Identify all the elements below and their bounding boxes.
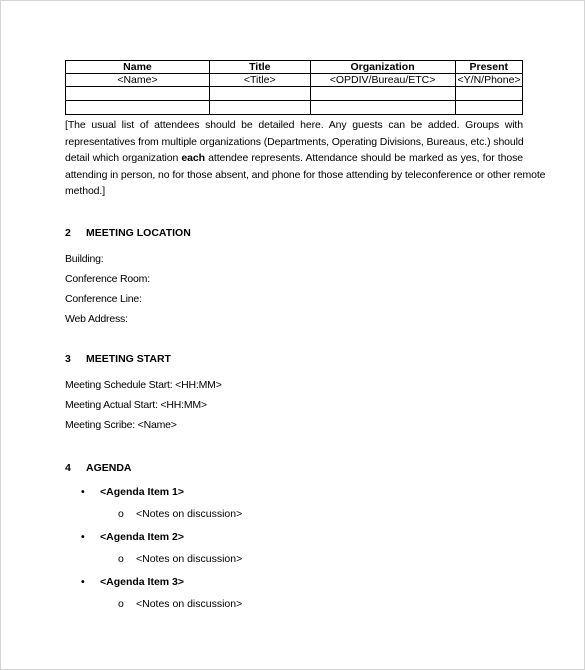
column-header-organization: Organization bbox=[310, 61, 455, 74]
section-title: MEETING START bbox=[86, 353, 171, 365]
cell-title-placeholder: <Title> bbox=[209, 74, 310, 87]
instruction-line: attending in person, no for those absent, and phone for those attending by teleconference or other remote bbox=[65, 168, 546, 181]
conference-line-field: Conference Line: bbox=[65, 293, 142, 305]
empty-cell bbox=[66, 101, 210, 115]
section-title: AGENDA bbox=[86, 462, 132, 474]
empty-cell bbox=[209, 87, 310, 101]
circle-bullet-icon: o bbox=[118, 508, 124, 520]
bullet-icon: • bbox=[81, 531, 85, 543]
agenda-note-text: <Notes on discussion> bbox=[136, 508, 243, 520]
schedule-start-field: Meeting Schedule Start: <HH:MM> bbox=[65, 379, 222, 391]
agenda-note bbox=[65, 597, 523, 611]
empty-cell bbox=[310, 87, 455, 101]
agenda-note-text: <Notes on discussion> bbox=[136, 553, 243, 565]
section-heading bbox=[65, 226, 523, 240]
attendees-instructions bbox=[65, 117, 546, 200]
empty-cell bbox=[310, 101, 455, 115]
building-field: Building: bbox=[65, 253, 104, 265]
agenda-item-label: <Agenda Item 3> bbox=[100, 576, 185, 588]
section-number: 2 bbox=[65, 227, 71, 239]
section-heading bbox=[65, 461, 523, 475]
bullet-icon: • bbox=[81, 576, 85, 588]
empty-cell bbox=[209, 101, 310, 115]
agenda-item-label: <Agenda Item 1> bbox=[100, 486, 185, 498]
circle-bullet-icon: o bbox=[118, 553, 124, 565]
agenda-note-text: <Notes on discussion> bbox=[136, 598, 243, 610]
empty-cell bbox=[455, 101, 522, 115]
instruction-line bbox=[65, 150, 523, 167]
agenda-item bbox=[65, 575, 523, 589]
section-number: 3 bbox=[65, 353, 71, 365]
table-header-row bbox=[66, 61, 523, 74]
instruction-line: representatives from multiple organizations (Departments, Operating Divisions, Bureaus, etc.) should bbox=[65, 135, 524, 148]
instruction-text: attendee represents. Attendance should be marked as yes, for those bbox=[208, 152, 523, 164]
instruction-line: method.] bbox=[65, 185, 106, 197]
agenda-note bbox=[65, 552, 523, 566]
instruction-text: detail which organization bbox=[65, 152, 182, 164]
conference-room-field: Conference Room: bbox=[65, 273, 150, 285]
agenda-item bbox=[65, 530, 523, 544]
actual-start-field: Meeting Actual Start: <HH:MM> bbox=[65, 399, 207, 411]
meeting-location-section bbox=[65, 226, 523, 329]
cell-organization-placeholder: <OPDIV/Bureau/ETC> bbox=[310, 74, 455, 87]
column-header-present: Present bbox=[455, 61, 522, 74]
circle-bullet-icon: o bbox=[118, 598, 124, 610]
table-row-empty bbox=[66, 101, 523, 115]
agenda-item-label: <Agenda Item 2> bbox=[100, 531, 185, 543]
agenda-item bbox=[65, 485, 523, 499]
table-row-empty bbox=[66, 87, 523, 101]
instruction-emphasis: each bbox=[181, 152, 205, 164]
meeting-start-section bbox=[65, 352, 523, 435]
empty-cell bbox=[455, 87, 522, 101]
agenda-note bbox=[65, 507, 523, 521]
document-content bbox=[65, 60, 546, 610]
column-header-title: Title bbox=[209, 61, 310, 74]
section-number: 4 bbox=[65, 462, 71, 474]
table-row bbox=[66, 74, 523, 87]
cell-name-placeholder: <Name> bbox=[66, 74, 210, 87]
instruction-line: [The usual list of attendees should be detailed here. Any guests can be added. Groups with bbox=[65, 119, 523, 131]
empty-cell bbox=[66, 87, 210, 101]
web-address-field: Web Address: bbox=[65, 313, 128, 325]
attendees-table bbox=[65, 60, 523, 115]
section-heading bbox=[65, 352, 523, 366]
scribe-field: Meeting Scribe: <Name> bbox=[65, 419, 177, 431]
agenda-section bbox=[65, 461, 523, 611]
cell-present-placeholder: <Y/N/Phone> bbox=[455, 74, 522, 87]
bullet-icon: • bbox=[81, 486, 85, 498]
column-header-name: Name bbox=[66, 61, 210, 74]
section-title: MEETING LOCATION bbox=[86, 227, 191, 239]
